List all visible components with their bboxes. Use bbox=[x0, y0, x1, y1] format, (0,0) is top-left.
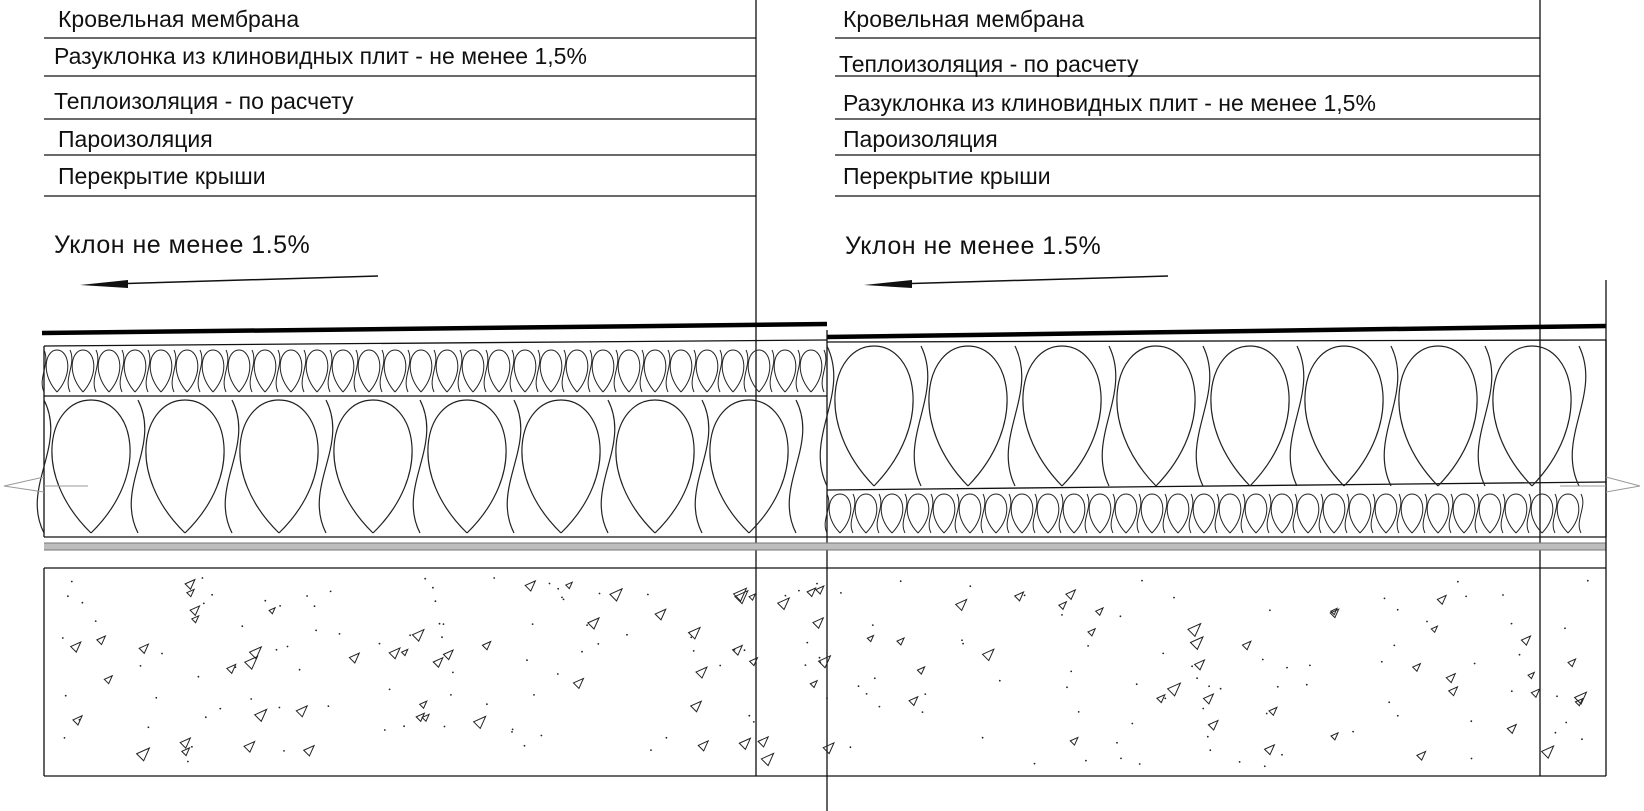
left-layer-label-1: Кровельная мембрана bbox=[58, 6, 300, 32]
concrete-hatch bbox=[62, 577, 1589, 767]
right-layer-label-3: Разуклонка из клиновидных плит - не менее 1,5% bbox=[843, 90, 1376, 116]
left-section-marker bbox=[4, 477, 88, 492]
left-thermal-insulation bbox=[37, 400, 803, 533]
left-slope-label: Уклон не менее 1.5% bbox=[54, 231, 311, 259]
left-layer-label-2: Разуклонка из клиновидных плит - не менее 1,5% bbox=[54, 43, 587, 69]
left-layer-label-5: Перекрытие крыши bbox=[58, 163, 266, 189]
right-layer-label-1: Кровельная мембрана bbox=[843, 6, 1085, 32]
right-layer-label-2: Теплоизоляция - по расчету bbox=[839, 51, 1139, 77]
right-slope-label: Уклон не менее 1.5% bbox=[845, 232, 1102, 260]
roof-membrane bbox=[42, 324, 1606, 337]
right-layer-label-5: Перекрытие крыши bbox=[843, 163, 1051, 189]
left-layer-label-3: Теплоизоляция - по расчету bbox=[54, 88, 354, 114]
right-tapered-insulation bbox=[825, 494, 1583, 533]
left-layer-label-4: Пароизоляция bbox=[58, 126, 213, 152]
insulation-boundaries bbox=[44, 330, 1606, 811]
right-layer-label-4: Пароизоляция bbox=[843, 126, 998, 152]
right-slope-arrow bbox=[864, 276, 1168, 288]
left-label-table bbox=[44, 0, 756, 776]
vapor-barrier bbox=[44, 543, 1606, 550]
left-tapered-insulation bbox=[42, 350, 826, 392]
right-thermal-insulation bbox=[820, 346, 1586, 486]
right-label-table bbox=[835, 0, 1540, 776]
left-slope-arrow bbox=[80, 276, 378, 288]
right-section-marker bbox=[1560, 477, 1640, 492]
